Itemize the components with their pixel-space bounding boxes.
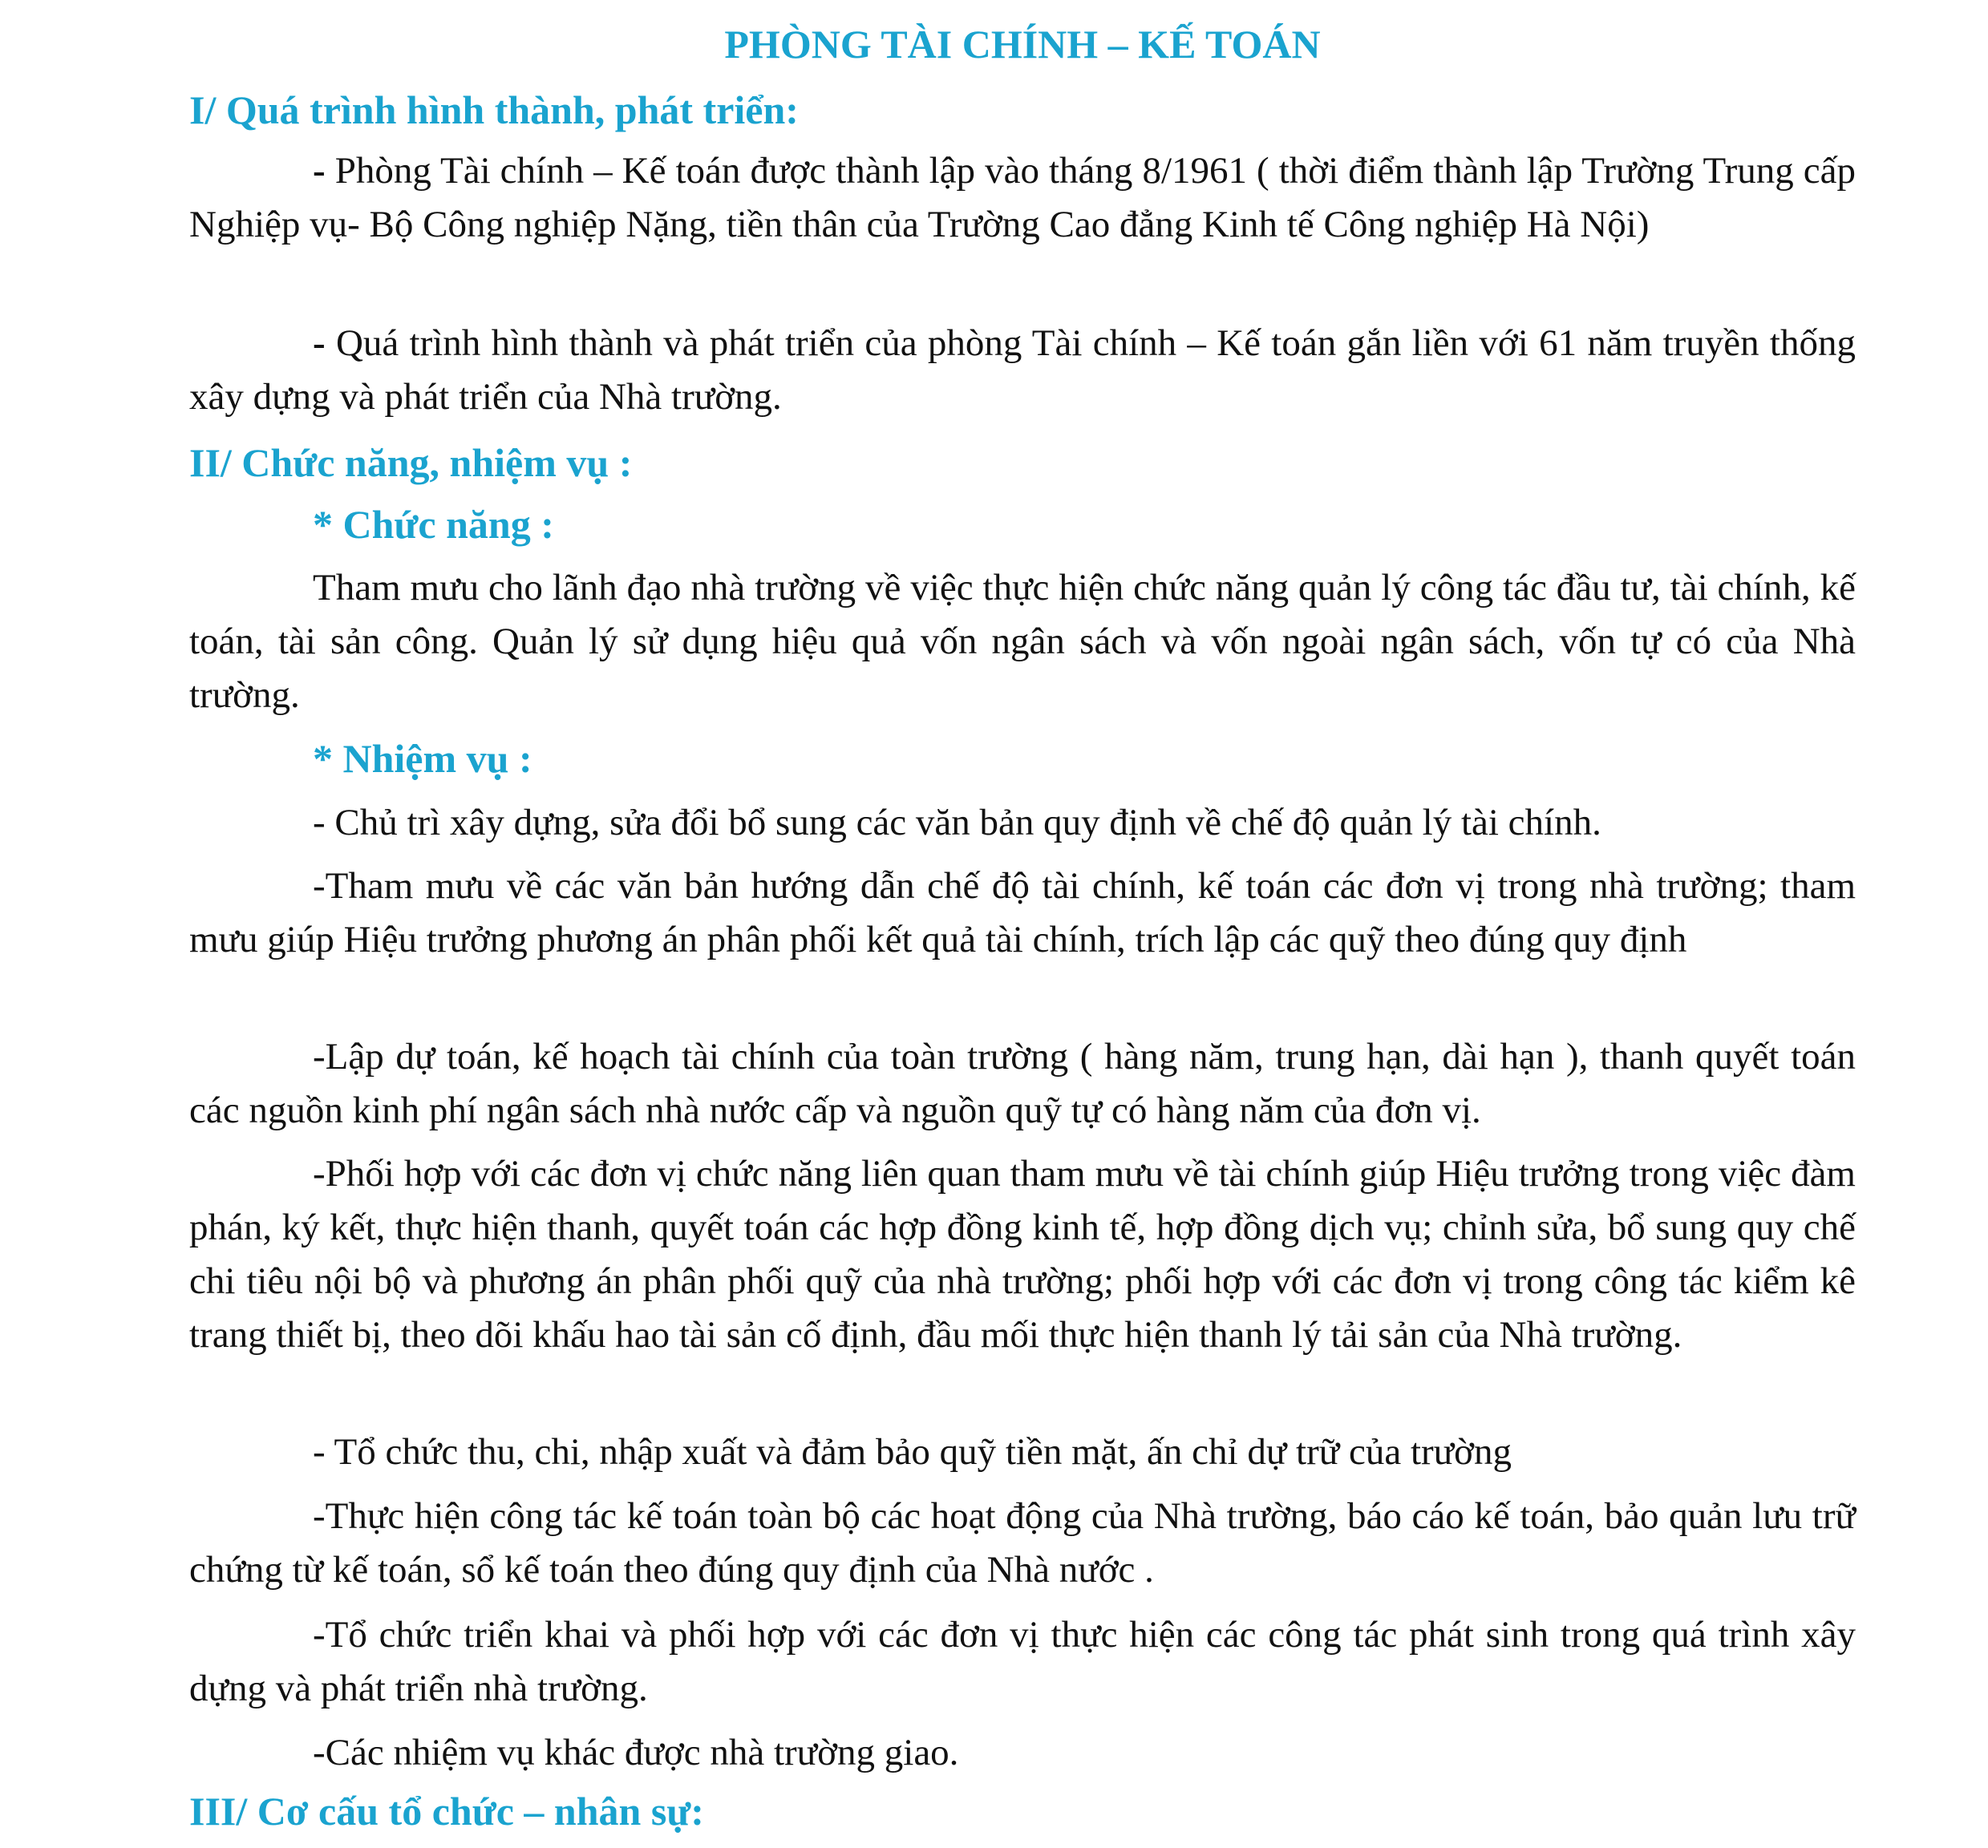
task-item-7: -Tổ chức triển khai và phối hợp với các đơn vị thực hiện các công tác phát sinh trong quá trình xây dựng và phát triển nhà trường. (189, 1614, 1856, 1709)
task-item-5: - Tổ chức thu, chi, nhập xuất và đảm bảo quỹ tiền mặt, ấn chỉ dự trữ của trường (313, 1431, 1512, 1473)
bullet-dash: - (313, 322, 336, 364)
tasks-heading: * Nhiệm vụ : (313, 736, 532, 781)
paragraph-text: Quá trình hình thành và phát triển của phòng Tài chính – Kế toán gắn liền với 61 năm truyền thống xây dựng và phát triển của Nhà trường. (189, 322, 1856, 418)
task-item-1: - Chủ trì xây dựng, sửa đổi bổ sung các văn bản quy định về chế độ quản lý tài chính. (313, 802, 1601, 843)
function-heading: * Chức năng : (313, 502, 554, 547)
task-item-2: -Tham mưu về các văn bản hướng dẫn chế độ tài chính, kế toán các đơn vị trong nhà trường; tham mưu giúp Hiệu trưởng phương án phân phối kết quả tài chính, trích lập các quỹ theo đúng quy định (189, 865, 1856, 960)
section-1-paragraph-2 (189, 317, 1856, 424)
task-item-6: -Thực hiện công tác kế toán toàn bộ các hoạt động của Nhà trường, báo cáo kế toán, bảo quản lưu trữ chứng từ kế toán, sổ kế toán theo đúng quy định của Nhà nước . (189, 1495, 1856, 1591)
section-2-heading: II/ Chức năng, nhiệm vụ : (189, 440, 633, 485)
page-title: PHÒNG TÀI CHÍNH – KẾ TOÁN (724, 22, 1321, 67)
task-item-4: -Phối hợp với các đơn vị chức năng liên quan tham mưu về tài chính giúp Hiệu trưởng trong việc đàm phán, ký kết, thực hiện thanh, quyết toán các hợp đồng kinh tế, hợp đồng dịch vụ; chỉnh sửa, bổ sung quy chế chi tiêu nội bộ và phương án phân phối quỹ của nhà trường; phối hợp với các đơn vị trong công tác kiểm kê trang thiết bị, theo dõi khấu hao tài sản cố định, đầu mối thực hiện thanh lý tải sản của Nhà trường. (189, 1153, 1856, 1356)
task-item-3: -Lập dự toán, kế hoạch tài chính của toàn trường ( hàng năm, trung hạn, dài hạn ), thanh quyết toán các nguồn kinh phí ngân sách nhà nước cấp và nguồn quỹ tự có hàng năm của đơn vị. (189, 1036, 1856, 1131)
paragraph-text: Phòng Tài chính – Kế toán được thành lập vào tháng 8/1961 ( thời điểm thành lập Trường Trung cấp Nghiệp vụ- Bộ Công nghiệp Nặng, tiền thân của Trường Cao đẳng Kinh tế Công nghiệp Hà Nội) (189, 150, 1856, 245)
function-text: Tham mưu cho lãnh đạo nhà trường về việc thực hiện chức năng quản lý công tác đầu tư, tài chính, kế toán, tài sản công. Quản lý sử dụng hiệu quả vốn ngân sách và vốn ngoài ngân sách, vốn tự có của Nhà trường. (189, 567, 1856, 716)
section-3-heading: III/ Cơ cấu tổ chức – nhân sự: (189, 1789, 704, 1834)
section-1-paragraph-1 (189, 144, 1856, 252)
section-1-heading: I/ Quá trình hình thành, phát triển: (189, 87, 799, 132)
bullet-dash: - (313, 150, 335, 192)
task-item-8: -Các nhiệm vụ khác được nhà trường giao. (313, 1732, 959, 1773)
